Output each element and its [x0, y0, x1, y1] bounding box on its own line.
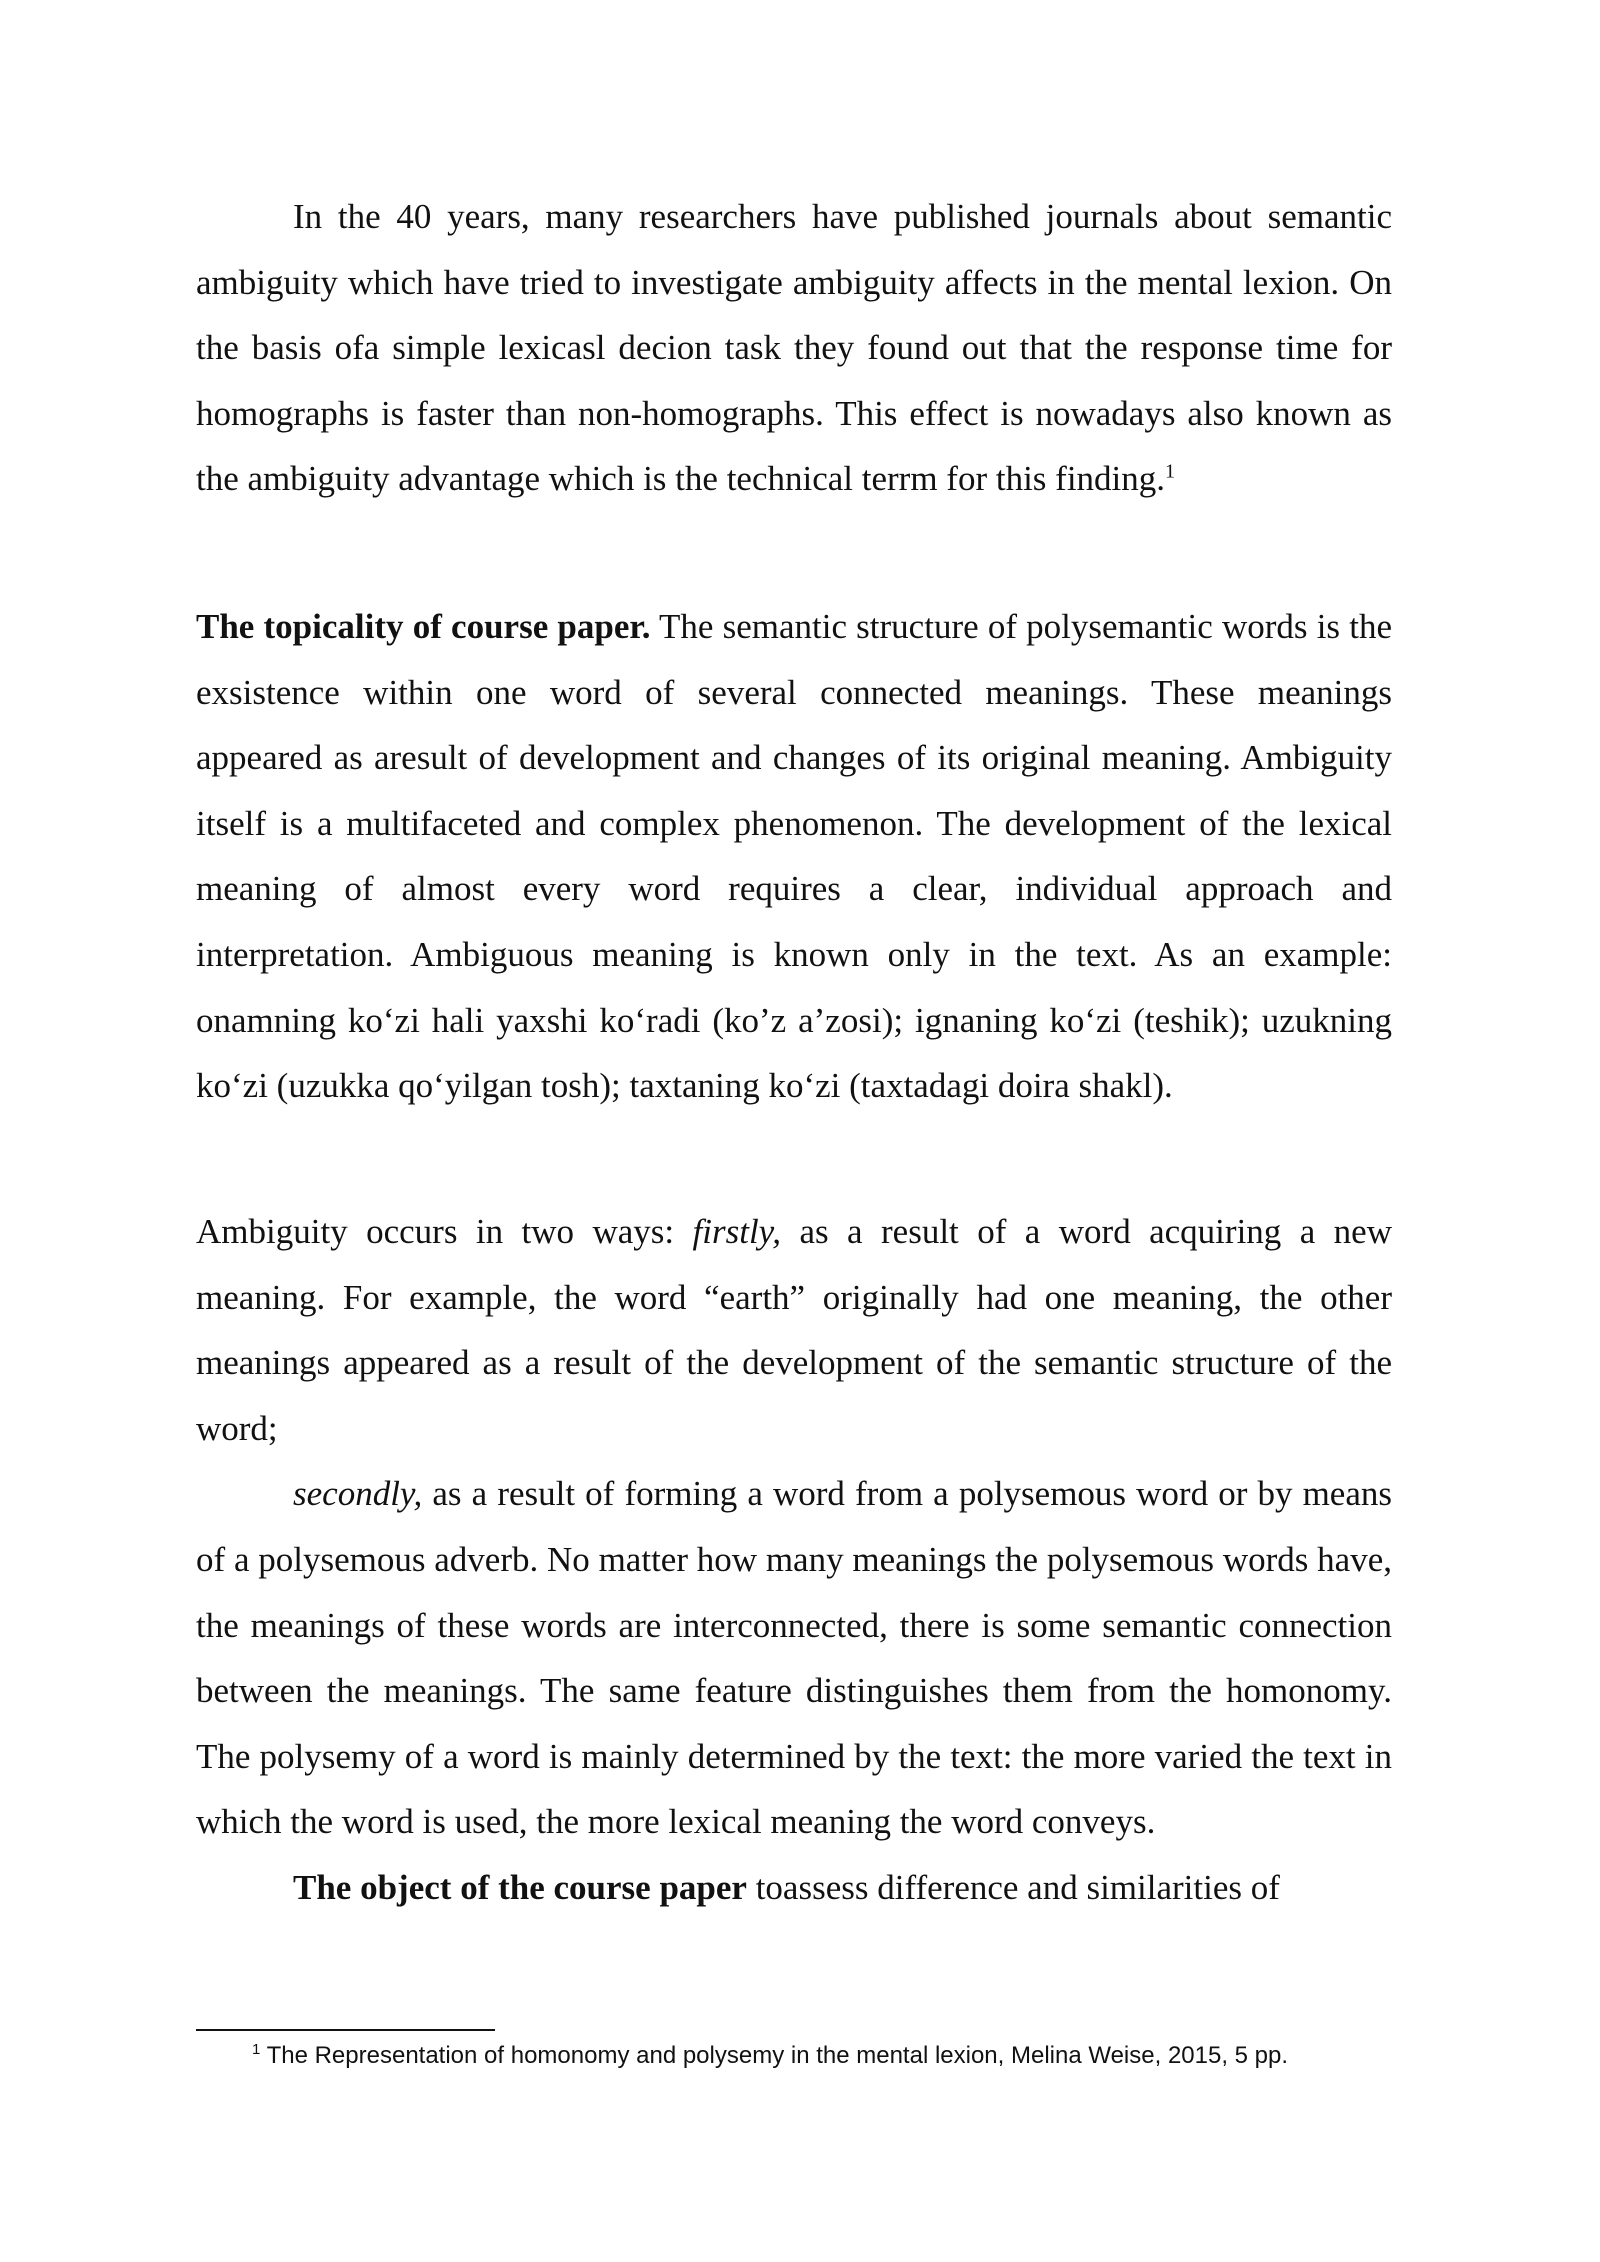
secondly-text: as a result of forming a word from a polysemous word or by means of a polysemous adverb. No matter how many meanings the polysemous words have, the meanings of these words are interconnected, there is some semantic connection between the meanings. The same feature distinguishes them from the homonomy. The polysemy of a word is mainly determined by the text: the more varied the text in which the word is used, the more lexical meaning the word conveys.: [196, 1474, 1392, 1842]
ambiguity-intro: Ambiguity occurs in two ways:: [196, 1212, 693, 1251]
topicality-heading: The topicality of course paper.: [196, 607, 651, 646]
footnote-mark: 1: [252, 2041, 261, 2058]
intro-text: In the 40 years, many researchers have published journals about semantic ambiguity which have tried to investigate ambiguity affects in the mental lexion. On the basis ofa simple lexicasl decion task they found out that the response time for homographs is faster than non-homographs. This effect is nowadays also known as the ambiguity advantage which is the technical terrm for this finding.: [196, 197, 1392, 499]
secondly-term: secondly,: [293, 1474, 423, 1514]
footnote: [252, 2037, 1402, 2075]
object-text: toassess difference and similarities of: [746, 1867, 1280, 1907]
paragraph-ambiguity-ways: [196, 1199, 1392, 1921]
paragraph-intro: [196, 184, 1392, 512]
footnote-separator: [196, 2029, 495, 2031]
paragraph-topicality: [196, 594, 1392, 1119]
firstly-term: firstly,: [692, 1212, 782, 1251]
firstly-text: as a result of a word acquiring a new meaning. For example, the word “earth” originally had one meaning, the other meanings appeared as a result of the development of the semantic structure of the word;: [196, 1212, 1392, 1448]
footnote-text: The Representation of homonomy and polysemy in the mental lexion, Melina Weise, 2015, 5 pp.: [260, 2042, 1289, 2069]
object-heading: The object of the course paper: [293, 1867, 747, 1907]
footnote-reference[interactable]: 1: [1165, 460, 1176, 483]
topicality-text: The semantic structure of polysemantic words is the exsistence within one word of several connected meanings. These meanings appeared as aresult of development and changes of its original meaning. Ambiguity itself is a multifaceted and complex phenomenon. The development of the lexical meaning of almost every word requires a clear, individual approach and interpretation. Ambiguous meaning is known only in the text. As an example: onamning ko‘zi hali yaxshi ko‘radi (ko’z a’zosi); ignaning ko‘zi (teshik); uzukning ko‘zi (uzukka qo‘yilgan tosh); taxtaning ko‘zi (taxtadagi doira shakl).: [196, 607, 1392, 1106]
